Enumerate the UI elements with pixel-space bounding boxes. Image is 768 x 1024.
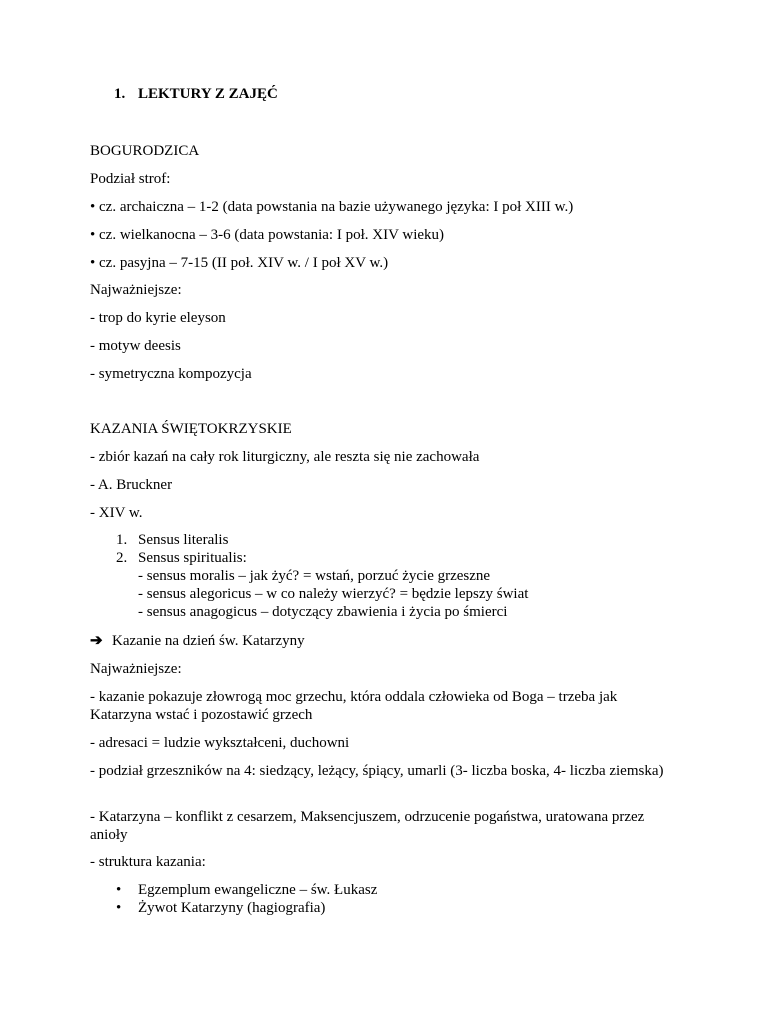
bogurodzica-point-1: - trop do kyrie eleyson: [90, 310, 226, 326]
numbered-item-text: Sensus literalis: [138, 532, 229, 548]
kazania-point-5: - struktura kazania:: [90, 854, 206, 870]
kazania-najwazniejsze-label: Najważniejsze:: [90, 661, 182, 677]
kazania-point-1: - kazanie pokazuje złowrogą moc grzechu, która oddala człowieka od Boga – trzeba jak Katarzyna wstać i pozostawić grzech: [90, 689, 618, 723]
kazania-point-2: - adresaci = ludzie wykształceni, duchowni: [90, 735, 350, 751]
numbered-item-number: 2.: [116, 550, 128, 566]
sensus-sub-item-1: - sensus moralis – jak żyć? = wstań, porzuć życie grzeszne: [138, 568, 491, 584]
bogurodzica-bullet-2: • cz. wielkanocna – 3-6 (data powstania: I poł. XIV wieku): [90, 227, 445, 243]
bogurodzica-point-3: - symetryczna kompozycja: [90, 366, 252, 382]
kazania-intro-3: - XIV w.: [90, 505, 143, 521]
kazania-intro-1: - zbiór kazań na cały rok liturgiczny, ale reszta się nie zachowała: [90, 449, 480, 465]
arrow-line: [90, 632, 305, 650]
sensus-sub-item-3: - sensus anagogicus – dotyczący zbawienia i życia po śmierci: [138, 604, 508, 620]
bullet-icon: •: [116, 882, 122, 898]
kazania-point-3: - podział grzeszników na 4: siedzący, leżący, śpiący, umarli (3- liczba boska, 4- liczba ziemska): [90, 763, 664, 779]
kazania-point-4: - Katarzyna – konflikt z cesarzem, Maksencjuszem, odrzucenie pogaństwa, uratowana przez anioły: [90, 809, 645, 843]
bogurodzica-najwazniejsze-label: Najważniejsze:: [90, 282, 182, 298]
numbered-item-text: Sensus spiritualis:: [138, 550, 247, 566]
bullet-icon: •: [116, 900, 122, 916]
heading-number: 1.: [114, 86, 126, 102]
list-item-text: Egzemplum ewangeliczne – św. Łukasz: [138, 882, 378, 898]
section-heading: [114, 85, 278, 103]
numbered-item: [116, 531, 228, 549]
bogurodzica-point-2: - motyw deesis: [90, 338, 181, 354]
bogurodzica-bullet-3: • cz. pasyjna – 7-15 (II poł. XIV w. / I poł XV w.): [90, 255, 389, 271]
arrow-line-text: Kazanie na dzień św. Katarzyny: [112, 633, 305, 649]
kazania-title: KAZANIA ŚWIĘTOKRZYSKIE: [90, 421, 292, 437]
numbered-item: [116, 549, 247, 567]
arrow-right-icon: ➔: [90, 633, 103, 649]
numbered-item-number: 1.: [116, 532, 128, 548]
bogurodzica-podzial-label: Podział strof:: [90, 171, 171, 187]
sensus-sub-item-2: - sensus alegoricus – w co należy wierzyć? = będzie lepszy świat: [138, 586, 529, 602]
bogurodzica-bullet-1: • cz. archaiczna – 1-2 (data powstania na bazie używanego języka: I poł XIII w.): [90, 199, 574, 215]
list-item-text: Żywot Katarzyny (hagiografia): [138, 900, 326, 916]
list-item: [116, 899, 325, 917]
heading-title: LEKTURY Z ZAJĘĆ: [138, 86, 278, 102]
bogurodzica-title: BOGURODZICA: [90, 143, 200, 159]
list-item: [116, 881, 377, 899]
kazania-intro-2: - A. Bruckner: [90, 477, 173, 493]
